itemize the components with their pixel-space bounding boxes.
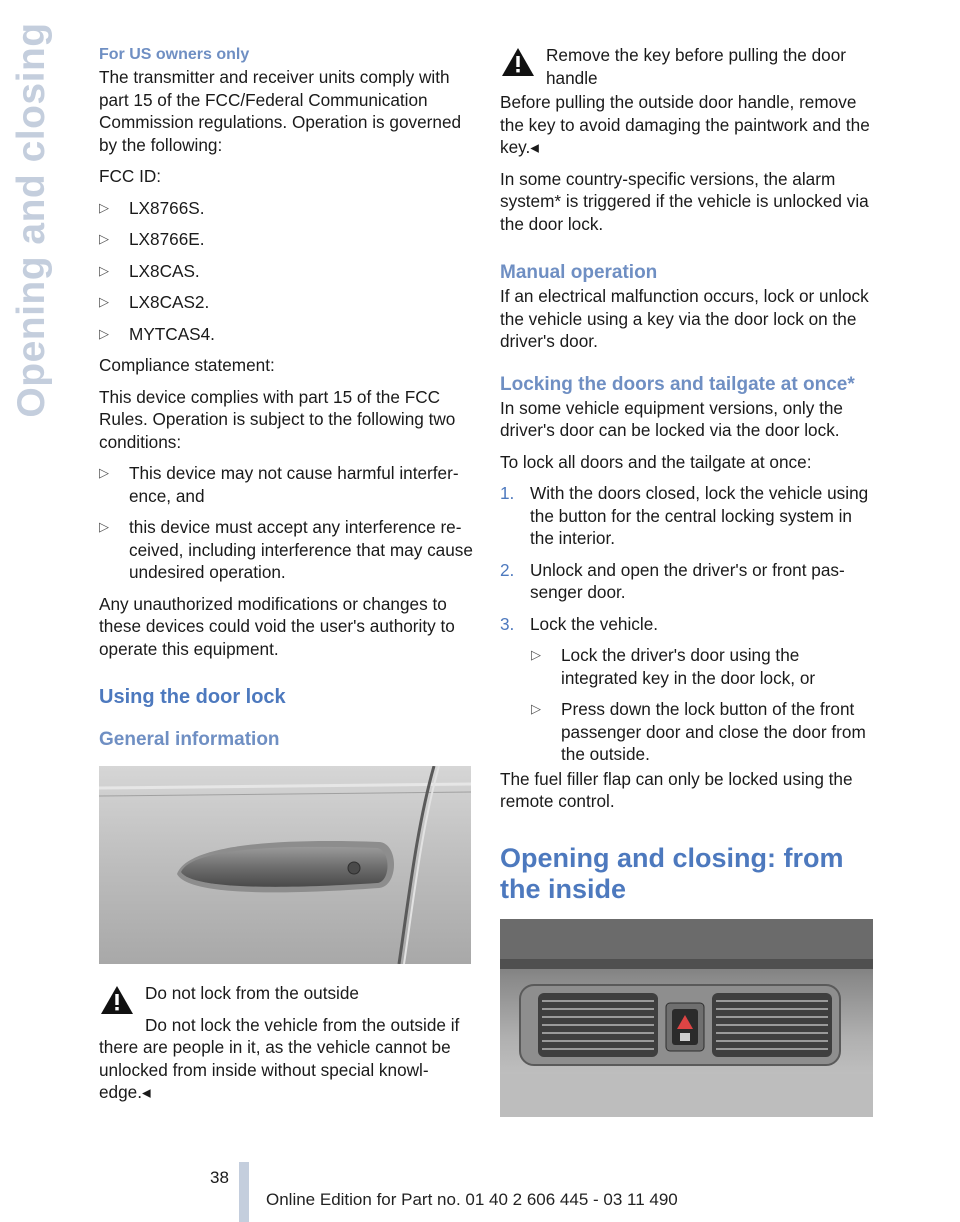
fuel-flap-paragraph: The fuel filler flap can only be locked using the remote control. <box>500 768 853 811</box>
list-item: ▷ This device may not cause harmful interference, and <box>99 463 459 506</box>
compliance-label: Compliance statement: <box>99 355 275 375</box>
manual-operation-heading: Manual operation <box>500 262 658 283</box>
list-item: 1. With the doors closed, lock the vehicle using the button for the central locking system in the interior. <box>500 483 869 548</box>
footer-edition-text: Online Edition for Part no. 01 40 2 606 445 - 03 11 490 <box>266 1190 678 1209</box>
warning-title: Do not lock from the outside <box>145 983 359 1003</box>
warning-remove-key <box>500 44 875 159</box>
door-handle-photo <box>99 766 471 964</box>
warning-text: Before pulling the outside door handle, remove the key to avoid damaging the paintwork and the key.◂ <box>500 92 870 157</box>
us-owners-heading: For US owners only <box>99 46 250 63</box>
list-item: ▷ LX8766E. <box>99 229 205 249</box>
locking-heading: Locking the doors and tailgate at once* <box>500 373 855 395</box>
conditions-list <box>99 462 474 584</box>
triangle-right-icon: ▷ <box>99 465 109 480</box>
us-owners-paragraph: The transmitter and receiver units comply with part 15 of the FCC/Federal Communication Commission regulations. Operation is governed by the following: <box>99 67 462 155</box>
list-item: ▷ this device must accept any interference received, including interference that may cause undesired operation. <box>99 517 473 582</box>
general-information-heading: General information <box>99 729 280 750</box>
door-lock-heading: Using the door lock <box>99 686 286 708</box>
warning-triangle-icon <box>500 46 536 78</box>
list-item: ▷ MYTCAS4. <box>99 323 215 344</box>
list-item: ▷ LX8CAS2. <box>99 292 210 312</box>
list-item: 2. Unlock and open the driver's or front passenger door. <box>500 559 845 602</box>
modifications-paragraph: Any unauthorized modifications or changes to these devices could void the user's authority to operate this equipment. <box>99 593 455 659</box>
footer-bar <box>239 1162 249 1222</box>
manual-operation-paragraph: If an electrical malfunction occurs, lock or unlock the vehicle using a key via the door lock on the driver's door. <box>500 286 869 351</box>
central-locking-button-photo <box>500 919 873 1117</box>
right-column <box>500 44 875 1117</box>
triangle-right-icon: ▷ <box>531 647 541 662</box>
compliance-paragraph: This device complies with part 15 of the FCC Rules. Operation is subject to the following two conditions: <box>99 386 456 452</box>
locking-steps <box>500 482 875 635</box>
list-item: ▷ LX8766S. <box>99 197 205 218</box>
list-item: ▷ Press down the lock button of the front passenger door and close the door from the outside. <box>531 699 866 764</box>
warning-title: Remove the key before pulling the door handle <box>546 45 847 88</box>
warning-do-not-lock <box>99 982 474 1104</box>
fcc-id-list <box>99 197 474 346</box>
warning-triangle-icon <box>99 984 135 1016</box>
triangle-right-icon: ▷ <box>99 294 109 309</box>
locking-substeps <box>500 644 875 766</box>
triangle-right-icon: ▷ <box>99 519 109 534</box>
list-item: 3. Lock the vehicle. <box>500 613 659 634</box>
triangle-right-icon: ▷ <box>531 701 541 716</box>
side-section-title <box>0 0 82 440</box>
side-section-title-text: Opening and closing <box>10 22 53 418</box>
left-column <box>99 44 474 1104</box>
locking-paragraph-2: To lock all doors and the tailgate at once: <box>500 451 812 472</box>
triangle-right-icon: ▷ <box>99 262 109 278</box>
page-number: 38 <box>210 1168 229 1187</box>
triangle-right-icon: ▷ <box>99 231 109 246</box>
triangle-right-icon: ▷ <box>99 325 109 341</box>
fcc-id-label: FCC ID: <box>99 166 162 186</box>
triangle-right-icon: ▷ <box>99 199 109 215</box>
list-item: ▷ LX8CAS. <box>99 260 200 281</box>
alarm-paragraph: In some country-specific versions, the alarm system* is triggered if the vehicle is unlocked via the door lock. <box>500 168 869 234</box>
inside-heading: Opening and closing: from the inside <box>500 842 844 904</box>
locking-paragraph-1: In some vehicle equipment versions, only the driver's door can be locked via the door lock. <box>500 397 843 440</box>
warning-text: Do not lock the vehicle from the outside if there are people in it, as the vehicle cannot be unlocked from inside without special knowledge.◂ <box>99 1014 460 1102</box>
list-item: ▷ Lock the driver's door using the integrated key in the door lock, or <box>531 645 816 688</box>
